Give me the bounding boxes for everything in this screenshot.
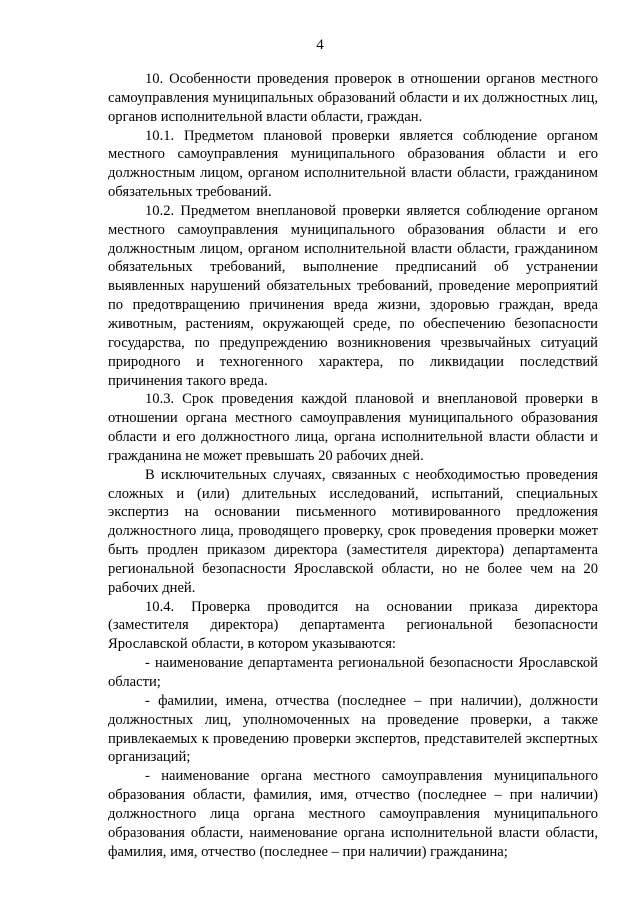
document-body <box>108 70 598 861</box>
paragraph-10: 10. Особенности проведения проверок в отношении органов местного самоуправления муниципальных образований области и их должностных лиц, органов исполнительной власти области, граждан. <box>108 71 598 125</box>
paragraph-exceptional-cases: В исключительных случаях, связанных с необходимостью проведения сложных и (или) длительных исследований, испытаний, специальных экспертиз на основании письменного мотивированного предложения должностного лица, проводящего проверку, срок проведения проверки может быть продлен приказом директора (заместителя директора) департамента региональной безопасности Ярославской области, но не более чем на 20 рабочих дней. <box>108 466 598 596</box>
page-number: 4 <box>316 37 324 53</box>
paragraph-10-3: 10.3. Срок проведения каждой плановой и внеплановой проверки в отношении органа местного самоуправления муниципального образования области и его должностного лица, органа исполнительной власти области и гражданина не может превышать 20 рабочих дней. <box>108 391 598 464</box>
list-item-inspected-entity: - наименование органа местного самоуправления муниципального образования области, фамилия, имя, отчество (последнее – при наличии) должностного лица органа местного самоуправления муниципального образования области, наименование органа исполнительной власти области, фамилия, имя, отчество (последнее – при наличии) гражданина; <box>108 768 598 860</box>
list-item-inspector-names: - фамилии, имена, отчества (последнее – при наличии), должности должностных лиц, уполномоченных на проведение проверки, а также привлекаемых к проведению проверки экспертов, представителей экспертных организаций; <box>108 692 598 766</box>
paragraph-10-2: 10.2. Предметом внеплановой проверки является соблюдение органом местного самоуправления муниципального образования области и его должностным лицом, органом исполнительной власти области, гражданином обязательных требований, выполнение предписаний об устранении выявленных нарушений обязательных требований, проведение мероприятий по предотвращению причинения вреда жизни, здоровью граждан, вреда животным, растениям, окружающей среде, по обеспечению безопасности государства, по предупреждению возникновения чрезвычайных ситуаций природного и техногенного характера, по ликвидации последствий причинения такого вреда. <box>108 202 598 389</box>
paragraph-10-1: 10.1. Предметом плановой проверки является соблюдение органом местного самоуправления муниципального образования области и его должностным лицом, органом исполнительной власти области, гражданином обязательных требований. <box>108 127 598 201</box>
paragraph-10-4: 10.4. Проверка проводится на основании приказа директора (заместителя директора) департамента региональной безопасности Ярославской области, в котором указываются: <box>108 598 598 653</box>
list-item-department-name: - наименование департамента региональной безопасности Ярославской области; <box>108 655 598 690</box>
